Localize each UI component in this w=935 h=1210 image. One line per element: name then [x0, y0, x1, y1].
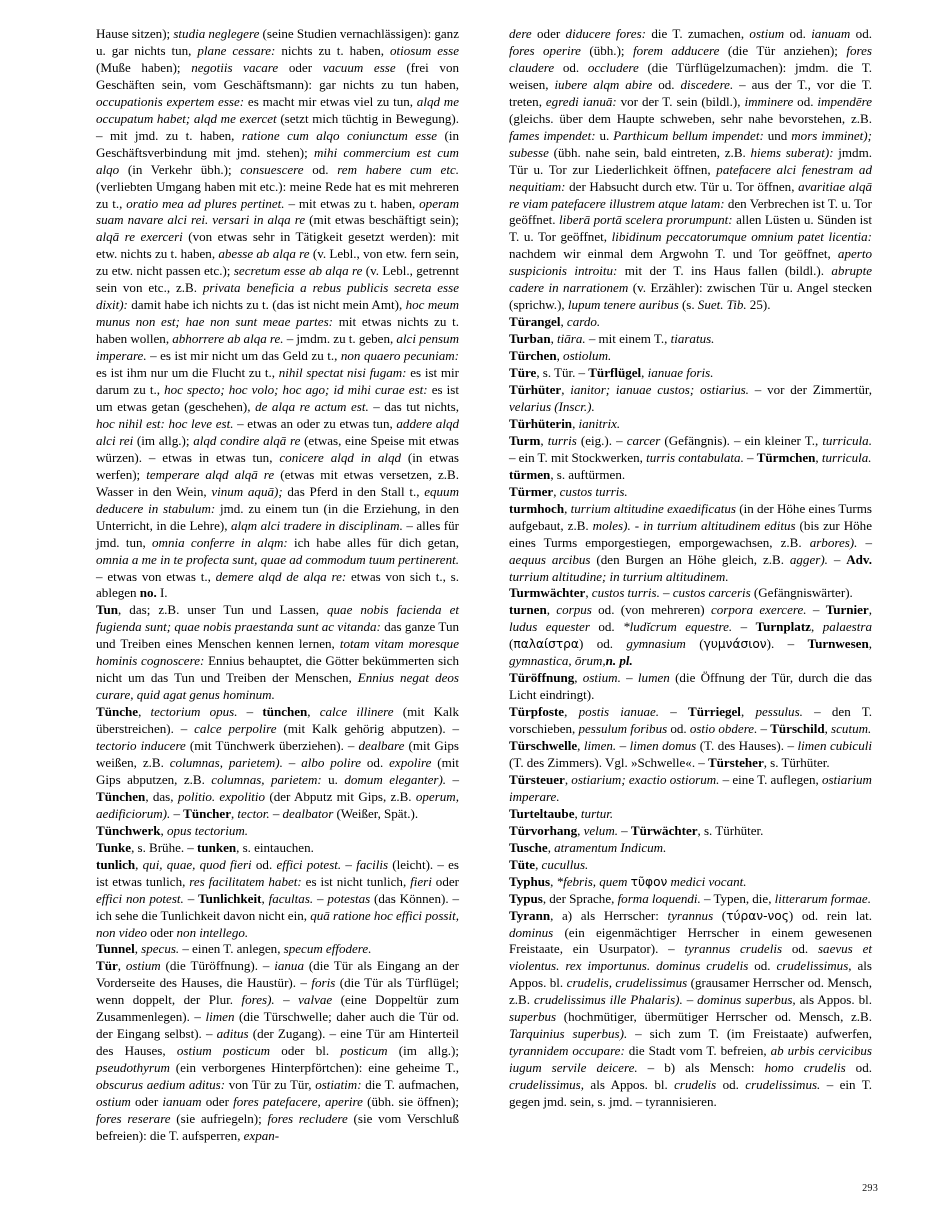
dictionary-entry: Tunnel, specus. – einen T. anlegen, specum effodere. [96, 941, 372, 957]
left-column [96, 26, 459, 1145]
dictionary-entry: turmhoch, turrium altitudine exaedificatus (in der Höhe eines Turms aufgebaut, z.B. moles). - in turrium altitudinem editus (bis zur Höhe eines Turms emporgestiegen, emporgewachsen, z.B. arbores). – aequus arcibus (den Burgen an Höhe gleich, z.B. agger). – Adv. turrium altitudine; in turrium altitudinem. [509, 500, 873, 584]
dictionary-entry: Turm, turris (eig.). – carcer (Gefängnis). – ein kleiner T., turricula. – ein T. mit Stockwerken, turris contabulata. – Türmchen, turricula. [509, 432, 872, 465]
dictionary-entry: Türschwelle, limen. – limen domus (T. des Hauses). – limen cubiculi (T. des Zimmers). Vgl. »Schwelle«. – Türsteher, s. Türhüter. [509, 738, 872, 770]
dictionary-entry: Tusche, atramentum Indicum. [509, 839, 667, 855]
dictionary-entry: Tüte, cucullus. [509, 856, 589, 872]
dictionary-entry: Türöffnung, ostium. – lumen (die Öffnung der Tür, durch die das Licht eindringt). [509, 670, 872, 703]
dictionary-entry: Turteltaube, turtur. [509, 805, 614, 821]
dictionary-entry: Turban, tiāra. – mit einem T., tiaratus. [509, 331, 715, 347]
dictionary-entry: Typus, der Sprache, forma loquendi. – Typen, die, litterarum formae. [509, 890, 871, 906]
right-column [509, 26, 872, 1111]
two-column-text-body [96, 26, 878, 1166]
dictionary-entry: Türpfoste, postis ianuae. – Türriegel, pessulus. – den T. vorschieben, pessulum foribus od. ostio obdere. – Türschild, scutum. [509, 704, 872, 737]
dictionary-entry: Tunke, s. Brühe. – tunken, s. eintauchen. [96, 839, 314, 855]
dictionary-entry-continuation: dere oder diducere fores: die T. zumachen, ostium od. ianuam od. fores operire (übh.); forem adducere (die Tür anziehen); fores claudere od. occludere (die Türflügelzumachen): jmdm. die T. weisen, iubere alqm abire od. discedere. – aus der T., vor die T. treten, egredi ianuā: vor der T. sein (bildl.), imminere od. impendēre (gleichs. über dem Haupte schweben, sehr nahe bevorstehen, z.B. fames impendet: u. Parthicum bellum impendet: und mors imminet); subesse (übh. nahe sein, bald eintreten, z.B. hiems suberat): jmdm. Tür u. Tor zur Liederlichkeit öffnen, patefacere alci fenestram ad nequitiam: der Habsucht durch etw. Tür u. Tor öffnen, avaritiae alqā re viam patefacere illustrem atque latam: den Verbrechen ist T. u. Tor geöffnet. liberā portā scelera prorumpunt: allen Lüsten u. Sünden ist T. u. Tor geöffnet, libidinum peccatorumque omnium patet licentia: nachdem wir einmal dem Argwohn T. und Tor geöffnet, aperto suspicionis introitu: mit der T. ins Haus fallen (bildl.). abrupte cadere in narrationem (v. Erzähler): zwischen Tür u. Angel stecken (sprichw.), lupum tenere auribus (s. Suet. Tib. 25). [509, 26, 873, 313]
dictionary-entry: Türmer, custos turris. [509, 483, 628, 499]
dictionary-entry: tunlich, qui, quae, quod fieri od. effici potest. – facilis (leicht). – es ist etwas tunlich, res facilitatem habet: es ist nicht tunlich, fieri oder effici non potest. – Tunlichkeit, facultas. – potestas (das Können). – ich sehe die Tunlichkeit davon nicht ein, quā ratione hoc effici possit, non video oder non intellego. [96, 856, 459, 940]
dictionary-entry: Tünchwerk, opus tectorium. [96, 822, 249, 838]
page-number: 293 [862, 1183, 878, 1194]
dictionary-entry: Türe, s. Tür. – Türflügel, ianuae foris. [509, 365, 714, 381]
dictionary-entry: turnen, corpus od. (von mehreren) corpora exercere. – Turnier, ludus equester od. *ludĭcrum equestre. – Turnplatz, palaestra (παλαίστρα) od. gymnasium (γυμνάσιον). – Turnwesen, gymnastica, ōrum,n. pl. [509, 602, 872, 669]
dictionary-entry: Turmwächter, custos turris. – custos carceris (Gefängniswärter). [509, 585, 853, 601]
dictionary-entry-continuation: Hause sitzen); studia neglegere (seine Studien vernachlässigen): ganz u. gar nichts tun, plane cessare: nichts zu t. haben, otiosum esse (Muße haben); negotiis vacare oder vacuum esse (frei von Geschäften sein, vom Geschäftsmann): gar nichts zu tun haben, occupationis expertem esse: es macht mir etwas viel zu tun, alqd me occupatum habet; alqd me exercet (setzt mich tüchtig in Bewegung). – mit jmd. zu t. haben, ratione cum alqo coniunctum esse (in Geschäftsverbindung mit jmd. stehen); mihi commercium est cum alqo (in Verkehr übh.); consuescere od. rem habere cum etc. (verliebten Umgang haben mit etc.): meine Rede hat es mit mehreren zu t., oratio mea ad plures pertinet. – mit etwas zu t. haben, operam suam navare alci rei. versari in alqa re (mit etwas beschäftigt sein); alqā re exerceri (von etwas sehr in Tätigkeit gesetzt werden): mit etw. nichts zu t. haben, abesse ab alqa re (v. Lebl., von etw. fern sein, zu etw. nicht passen etc.); secretum esse ab alqa re (v. Lebl., getrennt sein von etc., z.B. privata beneficia a rebus publicis secreta esse dixit): damit habe ich nichts zu t. (das ist nicht mein Amt), hoc meum munus non est; hae non sunt meae partes: mit etwas nichts zu t. haben wollen, abhorrere ab alqa re. – jmdm. zu t. geben, alci pensum imperare. – es ist mir nicht um das Geld zu t., non quaero pecuniam: es ist ihm nur um die Flucht zu t., nihil spectat nisi fugam: es ist mir darum zu t., hoc specto; hoc volo; hoc ago; id mihi curae est: es ist um etwas getan (geschehen), de alqa re actum est. – das tut nichts, hoc nihil est: hoc leve est. – etwas an oder zu etwas tun, addere alqd alci rei (im allg.); alqd condire alqā re (etwas, eine Speise mit etwas würzen). – etwas in etwas tun, conicere alqd in alqd (in etwas werfen); temperare alqd alqā re (etwas mit etwas versetzen, z.B. Wasser in den Wein, vinum aquā); das Pferd in den Stall t., equum deducere in stabulum: jmd. zu einem tun (in die Erziehung, in den Unterricht, in die Lehre), alqm alci tradere in disciplinam. – alles für jmd. tun, omnia conferre in alqm: ich habe alles für dich getan, omnia a me in te profecta sunt, quae ad commodum tuum pertinerent. – etwas von etwas t., demere alqd de alqa re: etwas von sich t., s. ablegen no. I. [96, 26, 460, 601]
dictionary-entry: Türhüter, ianitor; ianuae custos; ostiarius. – vor der Zimmertür, velarius (Inscr.). [509, 382, 872, 414]
dictionary-entry: Tünche, tectorium opus. – tünchen, calce illinere (mit Kalk überstreichen). – calce perpolire (mit Kalk gehörig abputzen). – tectorio inducere (mit Tünchwerk überziehen). – dealbare (mit Gips weißen, z.B. columnas, parietem). – albo polire od. expolire (mit Gips abputzen, z.B. columnas, parietem: u. domum eleganter). – Tünchen, das, politio. expolitio (der Abputz mit Gips, z.B. operum, aedificiorum). – Tüncher, tector. – dealbator (Weißer, Spät.). [96, 704, 460, 821]
dictionary-entry: Tür, ostium (die Türöffnung). – ianua (die Tür als Eingang an der Vorderseite des Hauses, die Haustür). – foris (die Tür als Türflügel; wenn doppelt, der Plur. fores). – valvae (eine Doppeltür zum Zusammenlegen). – limen (die Türschwelle; daher auch die Tür od. der Eingang selbst). – aditus (der Zugang). – eine Tür am Hinterteil des Hauses, ostium posticum oder bl. posticum (im allg.); pseudothyrum (ein verborgenes Hinterpförtchen): eine geheime T., obscurus aedium aditus: von Tür zu Tür, ostiatim: die T. aufmachen, ostium oder ianuam oder fores patefacere, aperire (übh. sie öffnen); fores reserare (sie aufriegeln); fores recludere (sie vom Verschluß befreien): die T. aufsperren, expan- [96, 958, 460, 1143]
dictionary-entry: Türsteuer, ostiarium; exactio ostiorum. – eine T. auflegen, ostiarium imperare. [509, 771, 872, 804]
dictionary-entry: Türchen, ostiolum. [509, 348, 612, 364]
dictionary-entry: Tun, das; z.B. unser Tun und Lassen, quae nobis facienda et fugienda sunt; quae nobis praestanda sunt ac vitanda: das ganze Tun und Treiben eines Menschen kennen lernen, totam vitam moresque hominis cognoscere: Ennius behauptet, die Götter bekümmerten sich nicht um das Tun und Treiben der Menschen, Ennius negat deos curare, quid agat genus hominum. [96, 602, 459, 703]
dictionary-entry: Tyrann, a) als Herrscher: tyrannus (τύραν-νος) od. rein lat. dominus (ein eigenmächtiger Herrscher in einem gewesenen Freistaate, ein Usurpator). – tyrannus crudelis od. saevus et violentus. rex importunus. dominus crudelis od. crudelissimus, als Appos. bl. crudelis, crudelissimus (grausamer Herrscher od. Mensch, z.B. crudelissimus ille Phalaris). – dominus superbus, als Appos. bl. superbus (hochmütiger, übermütiger Herrscher od. Mensch, z.B. Tarquinius superbus). – sich zum T. (im Freistaate) aufwerfen, tyrannidem occupare: die Stadt vom T. befreien, ab urbis cervicibus iugum servile deicere. – b) als Mensch: homo crudelis od. crudelissimus, als Appos. bl. crudelis od. crudelissimus. – ein T. gegen jmd. sein, s. jmd. – tyrannisieren. [509, 907, 872, 1110]
dictionary-entry: Typhus, *febris, quem τῦφον medici vocant. [509, 873, 747, 889]
dictionary-entry: türmen, s. auftürmen. [509, 466, 626, 482]
dictionary-entry: Türvorhang, velum. – Türwächter, s. Türhüter. [509, 822, 764, 838]
dictionary-entry: Türangel, cardo. [509, 314, 601, 330]
dictionary-entry: Türhüterin, ianitrix. [509, 415, 621, 431]
